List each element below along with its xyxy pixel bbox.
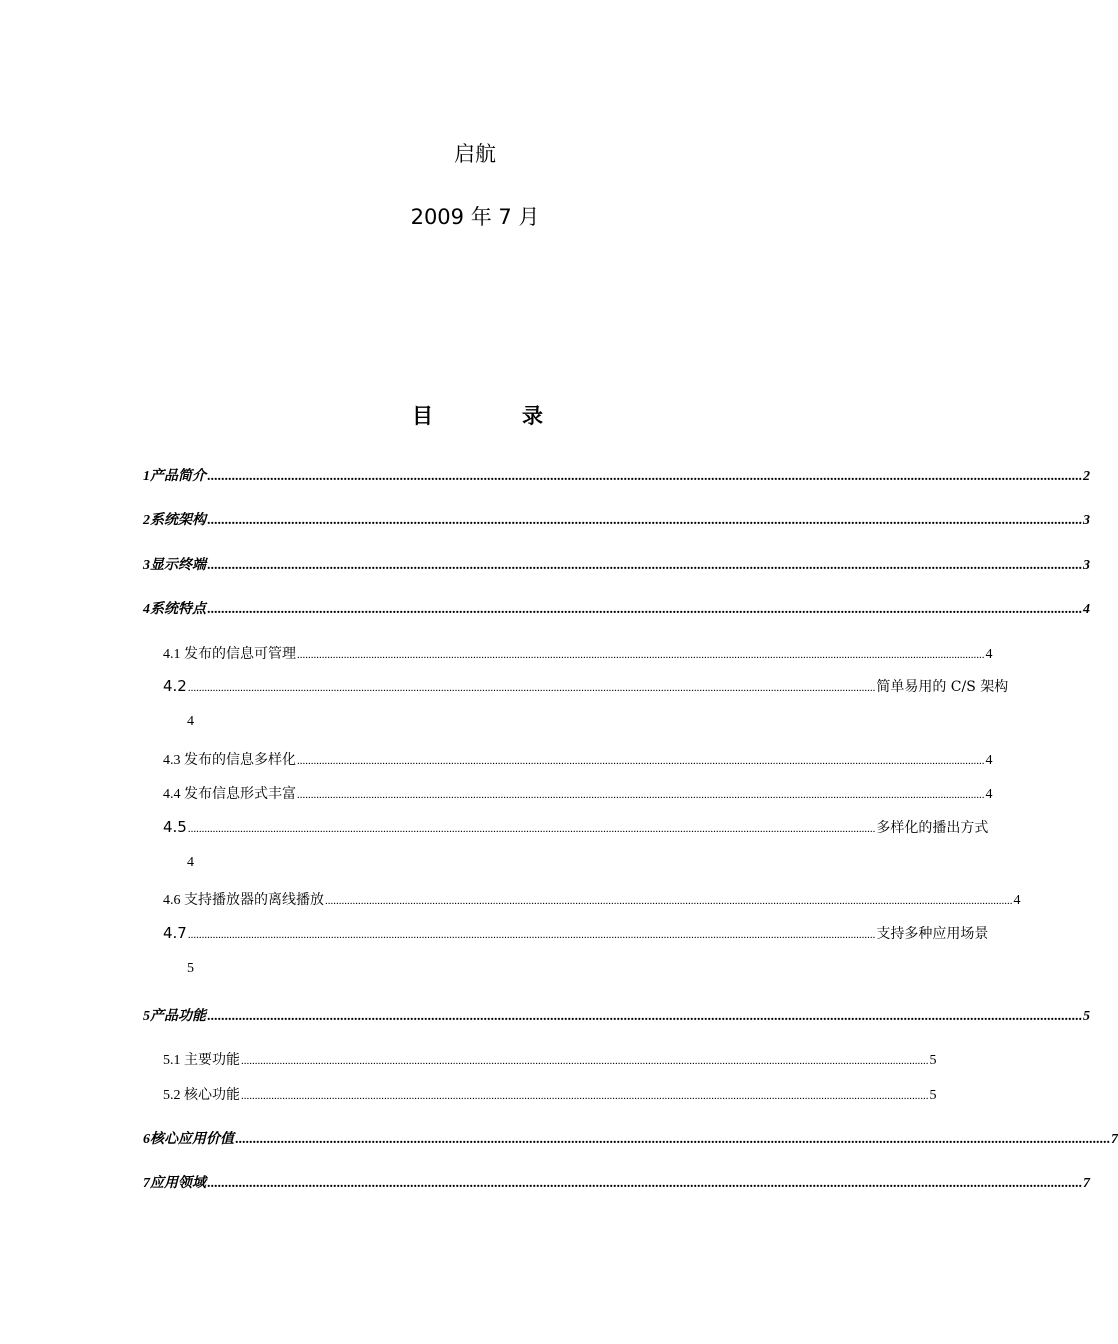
toc-entry-page: 4: [1083, 602, 1090, 617]
toc-entry-title: 简单易用的 C/S 架构: [876, 679, 1009, 695]
toc-entry-title: 支持播放器的离线播放: [184, 893, 324, 908]
toc-entry-4-6[interactable]: [163, 889, 1021, 909]
toc-entry-page: 5: [929, 1053, 937, 1068]
toc-entry-3[interactable]: [143, 554, 1090, 574]
toc-entry-title: 显示终端: [150, 558, 206, 573]
toc-entry-page: 7: [1083, 1176, 1090, 1191]
toc-entry-number: 6: [143, 1132, 150, 1147]
toc-entry-number: 4.3: [163, 753, 181, 768]
toc-entry-page: 3: [1083, 513, 1090, 528]
toc-entry-title: 多样化的播出方式: [876, 820, 989, 836]
toc-leader: ..........................................................................................................................................................................................................................................................: [187, 929, 876, 941]
toc-entry-title: 核心功能: [184, 1088, 240, 1103]
toc-entry-title: 主要功能: [184, 1053, 240, 1068]
toc-entry-title: 核心应用价值: [150, 1132, 234, 1147]
toc-entry-number: 3: [143, 558, 150, 573]
toc-entry-4-2[interactable]: [163, 676, 1009, 696]
toc-entry-number: 4.1: [163, 647, 181, 662]
toc-entry-5-1[interactable]: [163, 1049, 937, 1069]
toc-heading-char-1: 目: [412, 404, 433, 428]
toc-leader: ..........................................................................................................................................................................................................................................................: [241, 1090, 929, 1102]
toc-entry-6[interactable]: [143, 1128, 1118, 1148]
toc-entry-number: 7: [143, 1176, 150, 1191]
toc-entry-page: 3: [1083, 558, 1090, 573]
toc-entry-4-1[interactable]: [163, 643, 993, 663]
toc-entry-page: 4: [985, 753, 993, 768]
toc-leader: ..........................................................................................................................................................................................................................................................: [207, 1176, 1082, 1191]
toc-entry-page: 4: [985, 787, 993, 802]
toc-entry-title: 支持多种应用场景: [876, 926, 989, 942]
toc-entry-4-7-page: 5: [187, 961, 194, 976]
toc-entry-number: 5.2: [163, 1088, 181, 1103]
toc-entry-page: 5: [929, 1088, 937, 1103]
toc-entry-5-2[interactable]: [163, 1084, 937, 1104]
toc-entry-title: 发布的信息多样化: [184, 753, 296, 768]
toc-entry-number: 4.2: [163, 677, 187, 695]
toc-entry-number: 4.4: [163, 787, 181, 802]
toc-leader: ..........................................................................................................................................................................................................................................................: [297, 755, 985, 767]
toc-entry-page: 4: [985, 647, 993, 662]
toc-entry-4-7[interactable]: [163, 923, 989, 943]
company-name: 启航: [454, 142, 496, 166]
toc-entry-number: 1: [143, 469, 150, 484]
toc-entry-1[interactable]: [143, 465, 1090, 485]
toc-entry-4-3[interactable]: [163, 749, 993, 769]
toc-entry-page: 2: [1083, 469, 1090, 484]
toc-leader: ..........................................................................................................................................................................................................................................................: [235, 1132, 1110, 1147]
toc-entry-number: 5.1: [163, 1053, 181, 1068]
toc-entry-4-5-page: 4: [187, 855, 194, 870]
toc-heading: [0, 400, 950, 430]
toc-entry-title: 发布信息形式丰富: [184, 787, 296, 802]
toc-entry-page: 5: [1083, 1009, 1090, 1024]
toc-entry-page: 7: [1111, 1132, 1118, 1147]
toc-entry-4[interactable]: [143, 598, 1090, 618]
toc-entry-title: 产品功能: [150, 1009, 206, 1024]
toc-entry-number: 4.6: [163, 893, 181, 908]
toc-heading-char-2: 录: [522, 404, 543, 428]
toc-leader: ..........................................................................................................................................................................................................................................................: [187, 823, 876, 835]
toc-entry-2[interactable]: [143, 509, 1090, 529]
toc-leader: ..........................................................................................................................................................................................................................................................: [241, 1055, 929, 1067]
toc-entry-number: 4.7: [163, 924, 187, 942]
toc-entry-4-5[interactable]: [163, 817, 989, 837]
toc-leader: ..........................................................................................................................................................................................................................................................: [207, 469, 1082, 484]
toc-entry-5[interactable]: [143, 1005, 1090, 1025]
toc-entry-4-2-page: 4: [187, 714, 194, 729]
document-date: 2009 年 7 月: [410, 205, 540, 229]
toc-leader: ..........................................................................................................................................................................................................................................................: [297, 789, 985, 801]
toc-entry-title: 产品简介: [150, 469, 206, 484]
toc-entry-title: 发布的信息可管理: [184, 647, 296, 662]
toc-entry-number: 4.5: [163, 818, 187, 836]
toc-leader: ..........................................................................................................................................................................................................................................................: [325, 895, 1013, 907]
toc-entry-number: 4: [143, 602, 150, 617]
toc-entry-title: 系统特点: [150, 602, 206, 617]
toc-leader: ..........................................................................................................................................................................................................................................................: [187, 682, 876, 694]
toc-entry-number: 5: [143, 1009, 150, 1024]
toc-leader: ..........................................................................................................................................................................................................................................................: [297, 649, 985, 661]
toc-leader: ..........................................................................................................................................................................................................................................................: [207, 513, 1082, 528]
toc-entry-title: 应用领域: [150, 1176, 206, 1191]
toc-entry-7[interactable]: [143, 1172, 1090, 1192]
toc-leader: ..........................................................................................................................................................................................................................................................: [207, 602, 1082, 617]
toc-entry-4-4[interactable]: [163, 783, 993, 803]
toc-leader: ..........................................................................................................................................................................................................................................................: [207, 558, 1082, 573]
toc-entry-title: 系统架构: [150, 513, 206, 528]
toc-leader: ..........................................................................................................................................................................................................................................................: [207, 1009, 1082, 1024]
toc-entry-number: 2: [143, 513, 150, 528]
toc-entry-page: 4: [1013, 893, 1021, 908]
